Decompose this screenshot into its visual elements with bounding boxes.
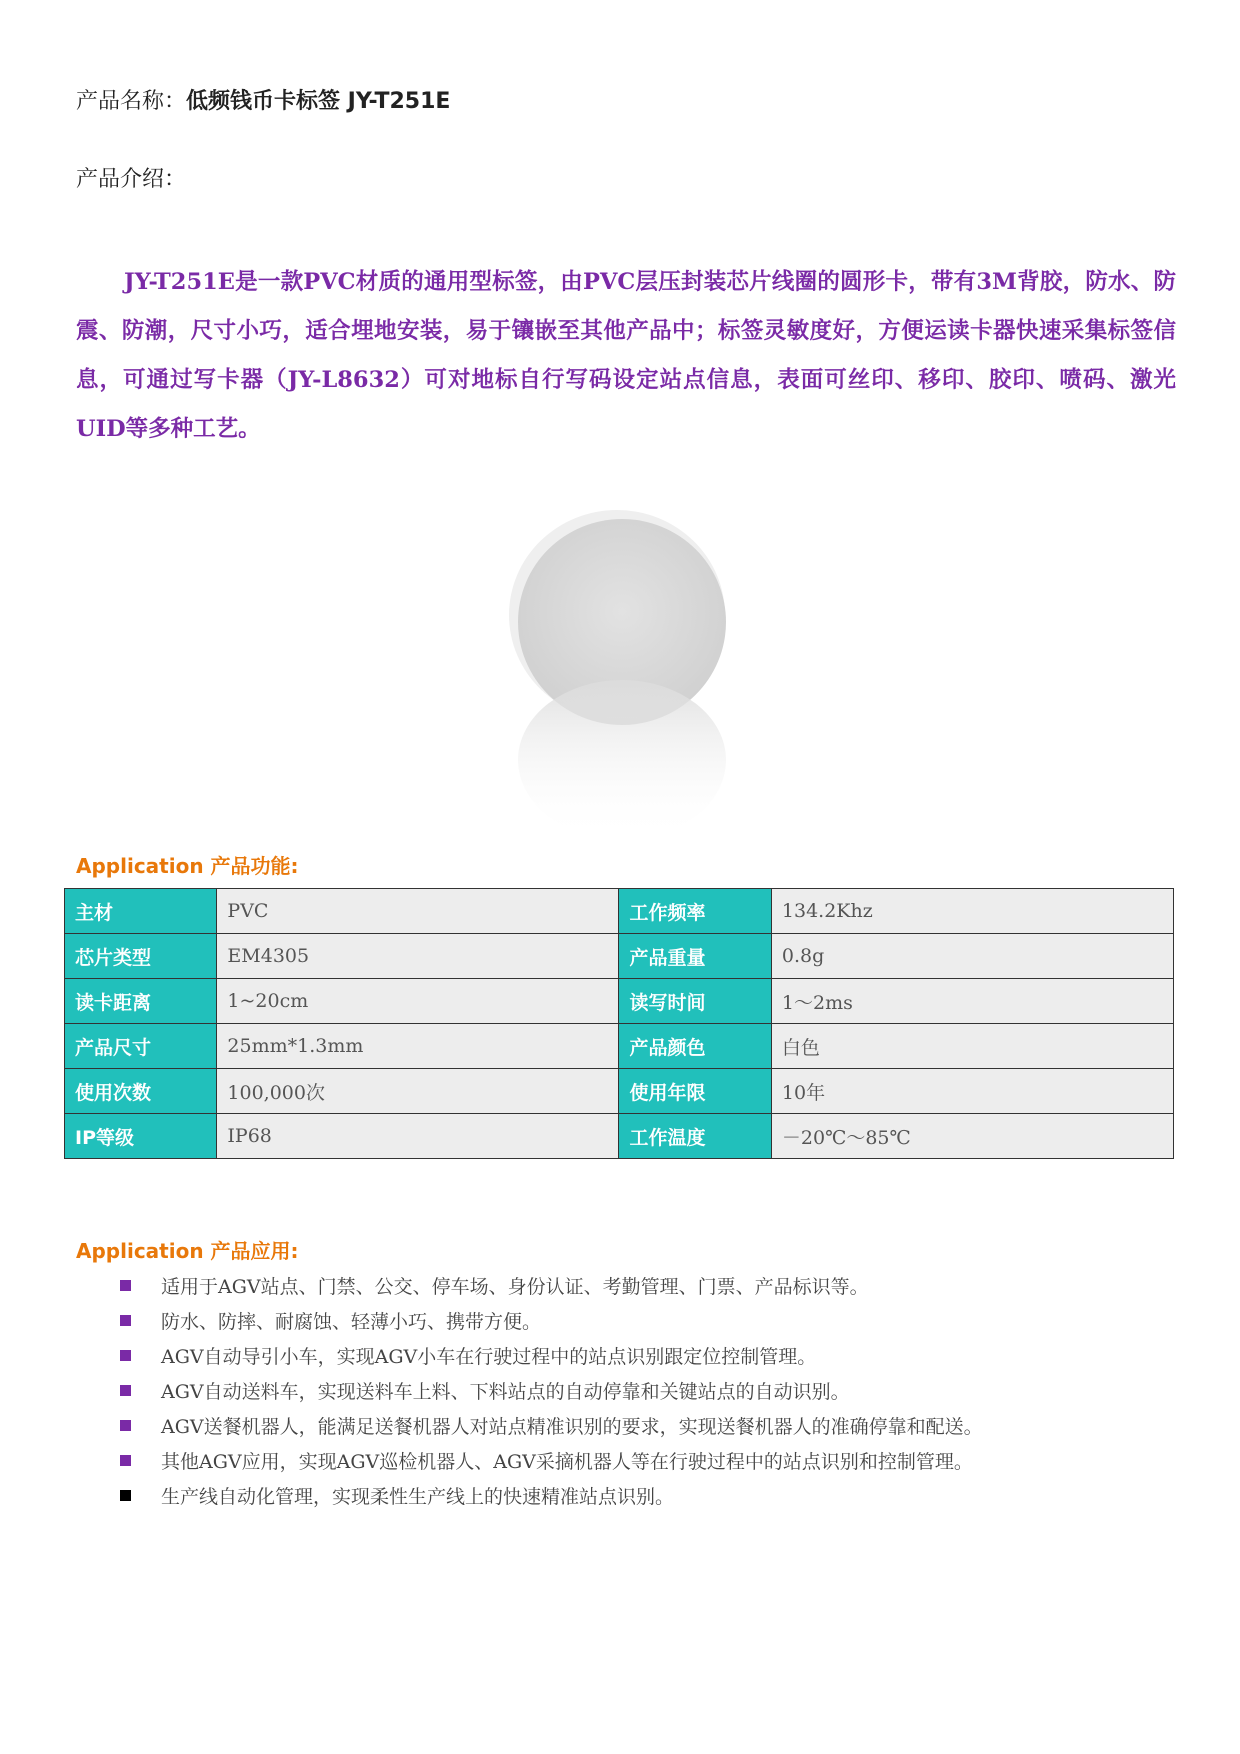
spec-key-cell: 主材 <box>65 889 217 934</box>
spec-key-cell: 工作温度 <box>619 1114 771 1159</box>
spec-row <box>65 1069 1174 1114</box>
spec-row <box>65 1024 1174 1069</box>
product-name-line <box>76 84 450 115</box>
spec-value-cell: 134.2Khz <box>771 889 1173 934</box>
spec-value-cell: 1～2ms <box>771 979 1173 1024</box>
application-item <box>120 1412 983 1447</box>
application-item-text: 适用于AGV站点、门禁、公交、停车场、身份认证、考勤管理、门票、产品标识等。 <box>161 1276 869 1298</box>
application-item-text: 生产线自动化管理，实现柔性生产线上的快速精准站点识别。 <box>161 1486 675 1508</box>
spec-key-cell: IP等级 <box>65 1114 217 1159</box>
spec-key-cell: 读写时间 <box>619 979 771 1024</box>
square-bullet-icon <box>120 1315 131 1326</box>
spec-value-cell: 25mm*1.3mm <box>217 1024 619 1069</box>
spec-value-cell: －20℃～85℃ <box>771 1114 1173 1159</box>
product-name-label: 产品名称： <box>76 89 187 114</box>
application-item <box>120 1342 983 1377</box>
spec-key-cell: 使用次数 <box>65 1069 217 1114</box>
spec-key-cell: 产品重量 <box>619 934 771 979</box>
square-bullet-icon <box>120 1490 131 1501</box>
spec-table <box>64 888 1174 1159</box>
spec-row <box>65 889 1174 934</box>
spec-key-cell: 工作频率 <box>619 889 771 934</box>
application-item <box>120 1482 983 1517</box>
spec-key-cell: 读卡距离 <box>65 979 217 1024</box>
product-name-value: 低频钱币卡标签 JY-T251E <box>186 89 451 114</box>
spec-row <box>65 979 1174 1024</box>
applications-heading: Application 产品应用: <box>76 1239 299 1263</box>
spec-value-cell: 1~20cm <box>217 979 619 1024</box>
square-bullet-icon <box>120 1420 131 1431</box>
application-item-text: AGV自动导引小车，实现AGV小车在行驶过程中的站点识别跟定位控制管理。 <box>161 1346 817 1368</box>
spec-key-cell: 使用年限 <box>619 1069 771 1114</box>
application-item <box>120 1307 983 1342</box>
spec-key-cell: 芯片类型 <box>65 934 217 979</box>
spec-value-cell: PVC <box>217 889 619 934</box>
spec-row <box>65 1114 1174 1159</box>
application-list <box>120 1272 983 1517</box>
application-item <box>120 1447 983 1482</box>
application-item-text: 其他AGV应用，实现AGV巡检机器人、AGV采摘机器人等在行驶过程中的站点识别和控制管理。 <box>161 1451 973 1473</box>
square-bullet-icon <box>120 1455 131 1466</box>
spec-value-cell: 100,000次 <box>217 1069 619 1114</box>
spec-value-cell: 0.8g <box>771 934 1173 979</box>
product-coin-tag-image <box>505 510 735 840</box>
square-bullet-icon <box>120 1350 131 1361</box>
intro-paragraph: JY-T251E是一款PVC材质的通用型标签，由PVC层压封装芯片线圈的圆形卡，带有3M背胶，防水、防震、防潮，尺寸小巧，适合埋地安装，易于镶嵌至其他产品中；标签灵敏度好，方便运读卡器快速采集标签信息，可通过写卡器（JY-L8632）可对地标自行写码设定站点信息，表面可丝印、移印、胶印、喷码、激光UID等多种工艺。 <box>76 269 1176 442</box>
intro-heading: 产品介绍： <box>76 167 187 192</box>
spec-value-cell: IP68 <box>217 1114 619 1159</box>
spec-row <box>65 934 1174 979</box>
spec-value-cell: EM4305 <box>217 934 619 979</box>
application-item-text: AGV自动送料车，实现送料车上料、下料站点的自动停靠和关键站点的自动识别。 <box>161 1381 850 1403</box>
application-item-text: AGV送餐机器人，能满足送餐机器人对站点精准识别的要求，实现送餐机器人的准确停靠和配送。 <box>161 1416 983 1438</box>
square-bullet-icon <box>120 1385 131 1396</box>
application-item-text: 防水、防摔、耐腐蚀、轻薄小巧、携带方便。 <box>161 1311 542 1333</box>
square-bullet-icon <box>120 1280 131 1291</box>
application-item <box>120 1377 983 1412</box>
functions-heading: Application 产品功能: <box>76 854 299 878</box>
spec-key-cell: 产品尺寸 <box>65 1024 217 1069</box>
spec-value-cell: 10年 <box>771 1069 1173 1114</box>
spec-key-cell: 产品颜色 <box>619 1024 771 1069</box>
spec-value-cell: 白色 <box>771 1024 1173 1069</box>
application-item <box>120 1272 983 1307</box>
